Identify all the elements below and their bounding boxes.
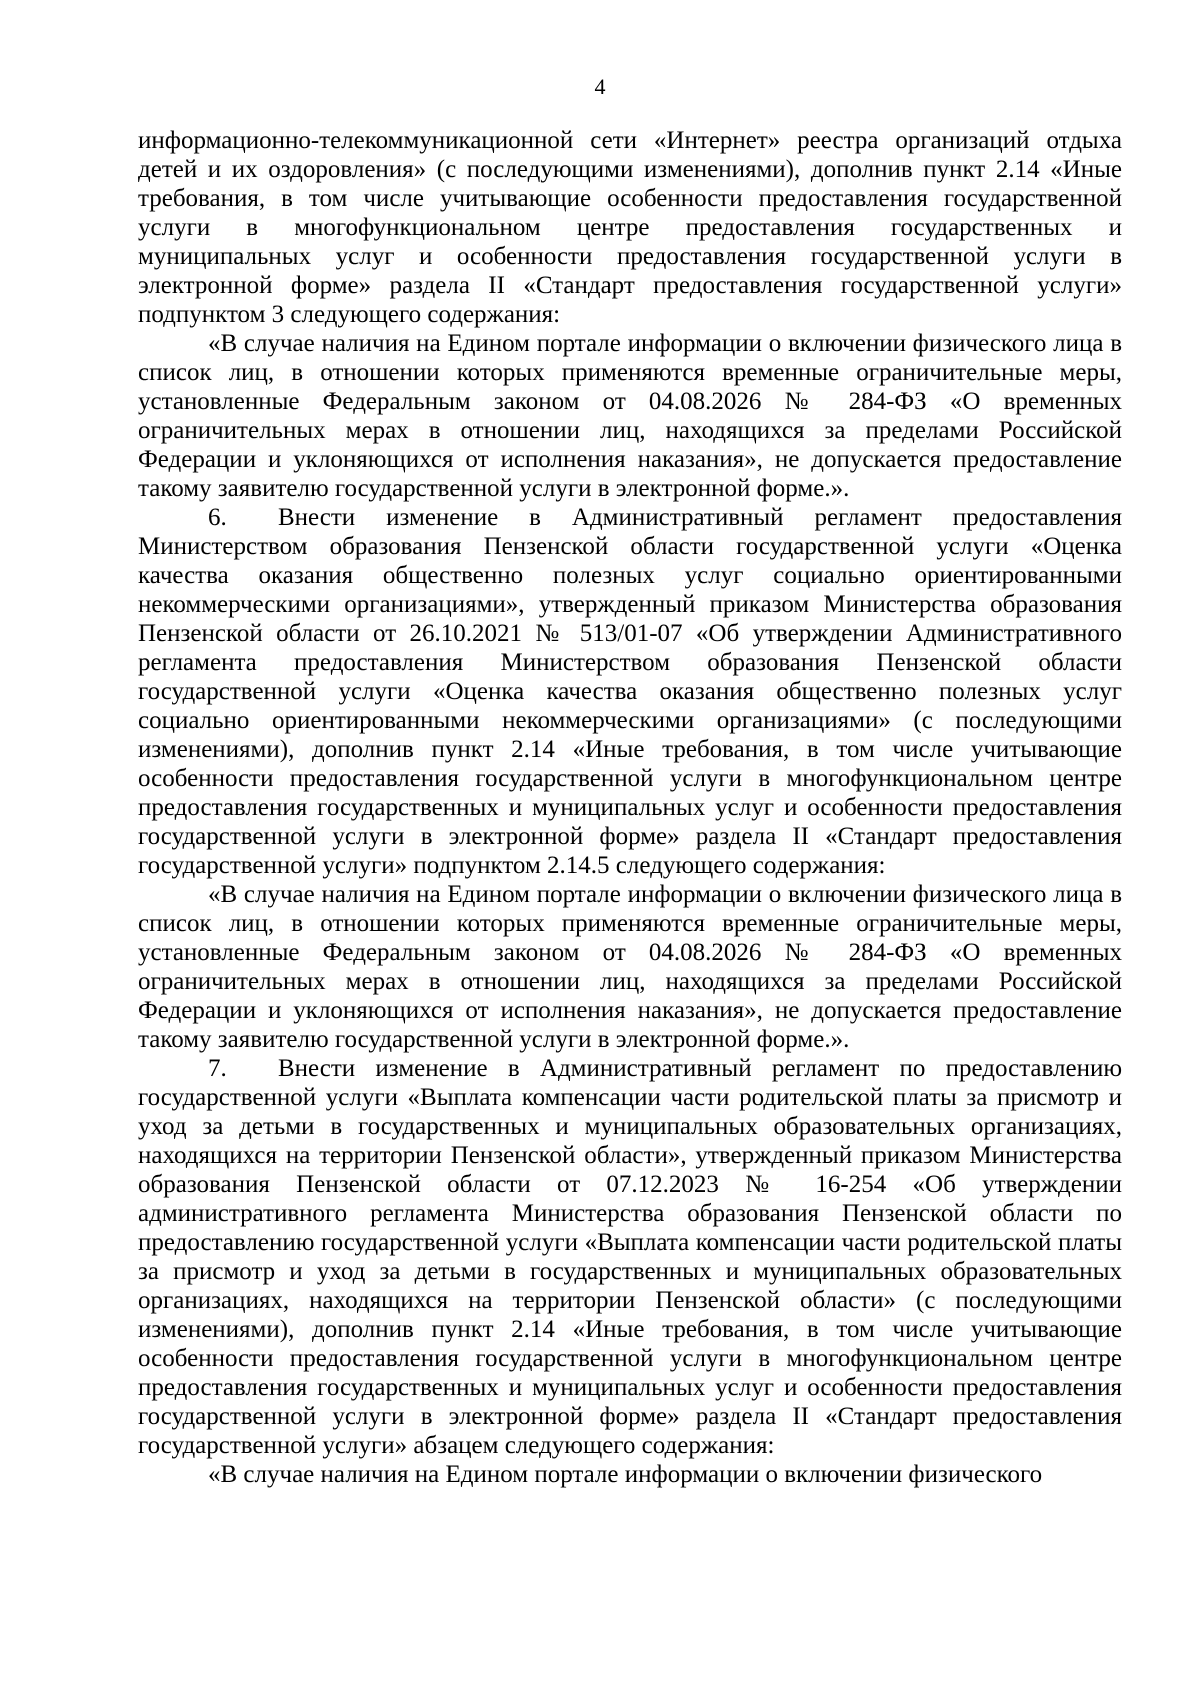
item-number: 6.: [208, 504, 227, 531]
item-number: 7.: [208, 1055, 227, 1082]
document-body: [138, 126, 1122, 1489]
paragraph-text: информационно-телекоммуникационной сети «Интернет» реестра организаций отдыха детей и их оздоровления» (с последующими изменениями), дополнив пункт 2.14 «Иные требования, в том числе учитывающие особенности предоставления государственной услуги в многофункциональном центре предоставления государственных и муниципальных услуг и особенности предоставления государственной услуги в электронной форме» раздела II «Стандарт предоставления государственной услуги» подпунктом 3 следующего содержания:: [138, 127, 1122, 328]
paragraph-continuation: [138, 126, 1122, 329]
paragraph-text: «В случае наличия на Едином портале информации о включении физического лица в список лиц, в отношении которых применяются временные ограничительные меры, установленные Федеральным законом от 04.08.2026 № 284-ФЗ «О временных ограничительных мерах в отношении лиц, находящихся за пределами Российской Федерации и уклоняющихся от исполнения наказания», не допускается предоставление такому заявителю государственной услуги в электронной форме.».: [138, 330, 1122, 502]
paragraph-quote-start: [138, 1460, 1122, 1489]
page-number: 4: [594, 74, 606, 99]
paragraph-text: «В случае наличия на Едином портале информации о включении физического лица в список лиц, в отношении которых применяются временные ограничительные меры, установленные Федеральным законом от 04.08.2026 № 284-ФЗ «О временных ограничительных мерах в отношении лиц, находящихся за пределами Российской Федерации и уклоняющихся от исполнения наказания», не допускается предоставление такому заявителю государственной услуги в электронной форме.».: [138, 881, 1122, 1053]
paragraph-quote: [138, 880, 1122, 1054]
paragraph-text: «В случае наличия на Едином портале информации о включении физического: [208, 1461, 1043, 1488]
paragraph-item-7: [138, 1054, 1122, 1460]
paragraph-quote: [138, 329, 1122, 503]
paragraph-text: Внести изменение в Административный регламент предоставления Министерством образования Пензенской области государственной услуги «Оценка качества оказания общественно полезных услуг социально ориентированными некоммерческими организациями», утвержденный приказом Министерства образования Пензенской области от 26.10.2021 № 513/01-07 «Об утверждении Административного регламента предоставления Министерством образования Пензенской области государственной услуги «Оценка качества оказания общественно полезных услуг социально ориентированными некоммерческими организациями» (с последующими изменениями), дополнив пункт 2.14 «Иные требования, в том числе учитывающие особенности предоставления государственной услуги в многофункциональном центре предоставления государственных и муниципальных услуг и особенности предоставления государственной услуги в электронной форме» раздела II «Стандарт предоставления государственной услуги» подпунктом 2.14.5 следующего содержания:: [138, 504, 1122, 879]
paragraph-item-6: [138, 503, 1122, 880]
paragraph-text: Внести изменение в Административный регламент по предоставлению государственной услуги «Выплата компенсации части родительской платы за присмотр и уход за детьми в государственных и муниципальных образовательных организациях, находящихся на территории Пензенской области», утвержденный приказом Министерства образования Пензенской области от 07.12.2023 № 16-254 «Об утверждении административного регламента Министерства образования Пензенской области по предоставлению государственной услуги «Выплата компенсации части родительской платы за присмотр и уход за детьми в государственных и муниципальных образовательных организациях, находящихся на территории Пензенской области» (с последующими изменениями), дополнив пункт 2.14 «Иные требования, в том числе учитывающие особенности предоставления государственной услуги в многофункциональном центре предоставления государственных и муниципальных услуг и особенности предоставления государственной услуги в электронной форме» раздела II «Стандарт предоставления государственной услуги» абзацем следующего содержания:: [138, 1055, 1122, 1459]
